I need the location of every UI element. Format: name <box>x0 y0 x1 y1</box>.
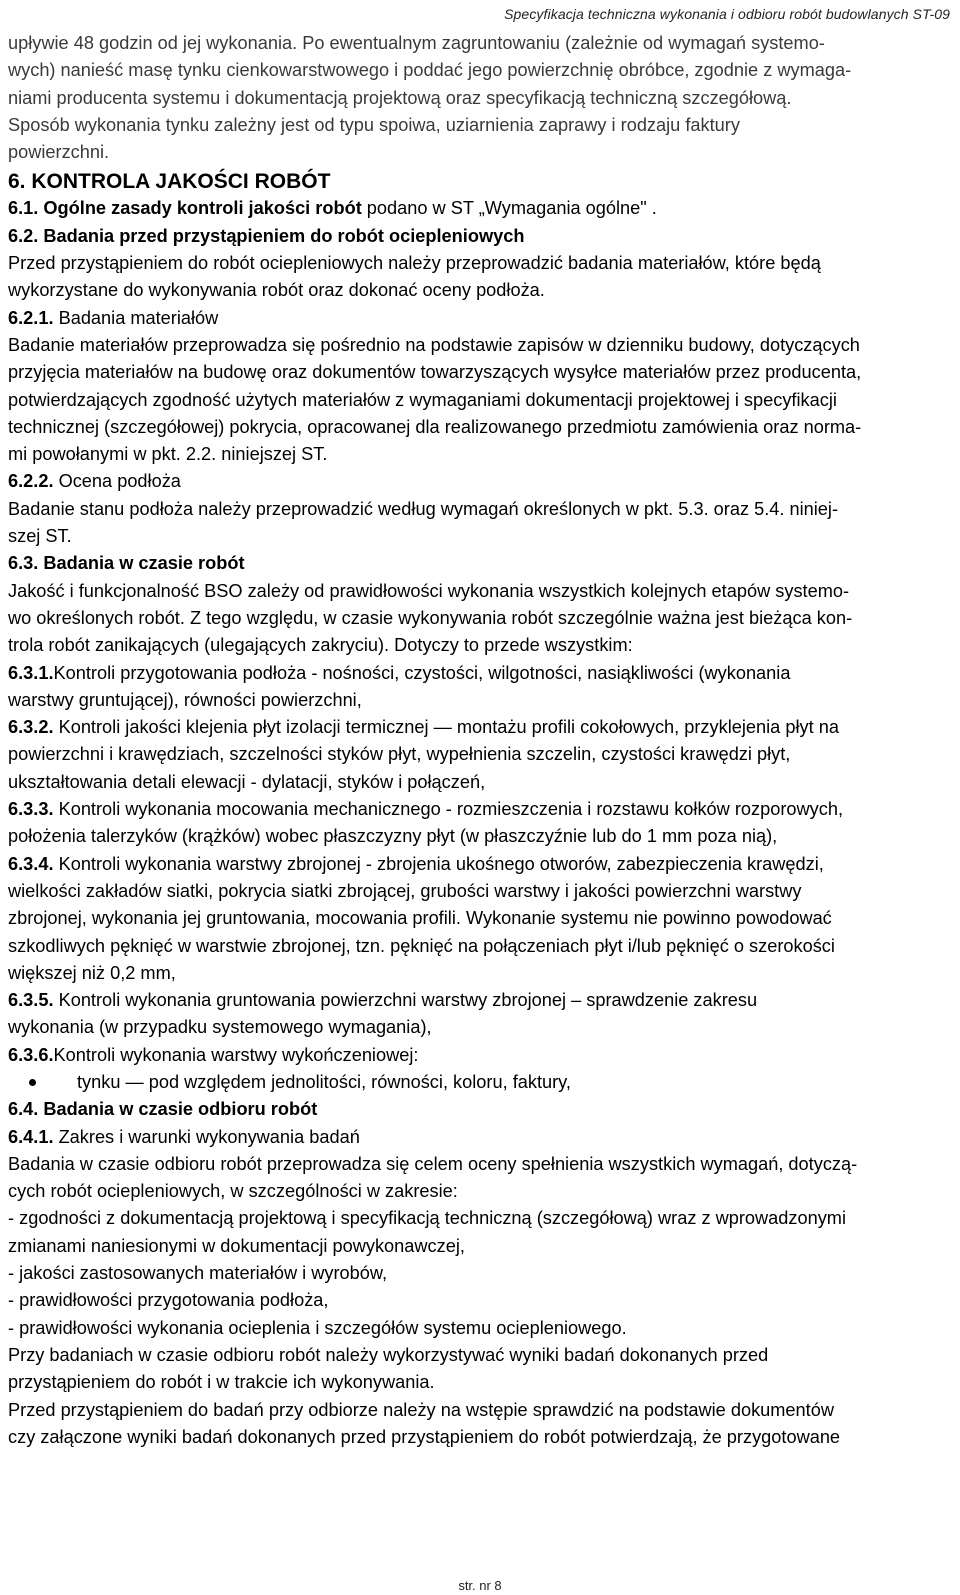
section-title: Zakres i warunki wykonywania badań <box>53 1126 360 1147</box>
item-text: Kontroli jakości klejenia płyt izolacji termicznej — montażu profili cokołowych, przyklejenia płyt na <box>53 717 839 738</box>
item-number: 6.3.4. <box>8 853 54 874</box>
item-number: 6.3.6. <box>8 1044 54 1065</box>
item-text: Kontroli wykonania warstwy zbrojonej - zbrojenia ukośnego otworów, zabezpieczenia krawędzi, <box>53 853 824 874</box>
paragraph-line: wo określonych robót. Z tego względu, w czasie wykonywania robót szczególnie ważna jest bieżąca kon- <box>8 607 853 628</box>
subsection-6-4 <box>8 1096 952 1123</box>
paragraph-line: położenia talerzyków (krążków) wobec płaszczyzny płyt (w płaszczyźnie lub do 1 mm poza nią), <box>8 826 778 847</box>
item-number: 6.3.3. <box>8 799 54 820</box>
subsection-6-3 <box>8 550 952 577</box>
paragraph-line: technicznej (szczegółowej) pokrycia, opracowanej dla realizowanego przedmiotu zamówienia oraz norma- <box>8 416 862 437</box>
paragraph-line: Badanie stanu podłoża należy przeprowadzić według wymagań określonych w pkt. 5.3. oraz 5.4. niniej- <box>8 498 839 519</box>
paragraph-line: wych) nanieść masę tynku cienkowarstwowego i poddać jego powierzchnię obróbce, zgodnie z wymaga- <box>8 60 852 81</box>
section-text: podano w ST „Wymagania ogólne" . <box>361 198 657 219</box>
item-6-3-4 <box>8 851 952 878</box>
running-header: Specyfikacja techniczna wykonania i odbioru robót budowlanych ST-09 <box>504 6 950 22</box>
item-6-3-2 <box>8 714 952 741</box>
document-body <box>8 30 952 1451</box>
paragraph-line: mi powołanymi w pkt. 2.2. niniejszej ST. <box>8 444 328 465</box>
paragraph-line: Sposób wykonania tynku zależny jest od typu spoiwa, uziarnienia zaprawy i rodzaju faktury <box>8 114 740 135</box>
item-text: Kontroli wykonania warstwy wykończeniowej: <box>53 1044 419 1065</box>
paragraph-line: cych robót ociepleniowych, w szczególności w zakresie: <box>8 1181 458 1202</box>
item-number: 6.3.5. <box>8 990 54 1011</box>
paragraph-line: Przed przystąpieniem do badań przy odbiorze należy na wstępie sprawdzić na podstawie dokumentów <box>8 1399 834 1420</box>
subsection-6-1 <box>8 195 952 222</box>
paragraph-line: - zgodności z dokumentacją projektową i specyfikacją techniczną (szczegółową) wraz z wprowadzonymi <box>8 1208 847 1229</box>
subsection-6-2-2 <box>8 468 952 495</box>
paragraph-line: zmianami naniesionymi w dokumentacji powykonawczej, <box>8 1235 465 1256</box>
section-number: 6.2.2. <box>8 471 54 492</box>
item-text: Kontroli wykonania mocowania mechanicznego - rozmieszczenia i rozstawu kołków rozporowych, <box>53 799 843 820</box>
item-number: 6.3.2. <box>8 717 54 738</box>
section-title: Ogólne zasady kontroli jakości robót <box>43 198 362 219</box>
paragraph-line: Przy badaniach w czasie odbioru robót należy wykorzystywać wyniki badań dokonanych przed <box>8 1344 769 1365</box>
paragraph-line: wielkości zakładów siatki, pokrycia siatki zbrojącej, grubości warstwy i jakości powierzchni warstwy <box>8 880 802 901</box>
paragraph-line: upływie 48 godzin od jej wykonania. Po ewentualnym zagruntowaniu (zależnie od wymagań systemo- <box>8 33 825 53</box>
item-number: 6.3.1. <box>8 662 54 683</box>
section-number: 6.2.1. <box>8 307 54 328</box>
section-number: 6.4. <box>8 1099 39 1120</box>
bullet-item <box>8 1069 952 1096</box>
paragraph-line: przyjęcia materiałów na budowę oraz dokumentów towarzyszących wysyłce materiałów przez producenta, <box>8 362 862 383</box>
bullet-text: tynku — pod względem jednolitości, równości, koloru, faktury, <box>77 1071 571 1092</box>
paragraph-line: szej ST. <box>8 526 72 547</box>
item-6-3-5 <box>8 987 952 1014</box>
paragraph-line: potwierdzających zgodność użytych materiałów z wymaganiami dokumentacji projektowej i specyfikacji <box>8 389 837 410</box>
item-6-3-1 <box>8 660 952 687</box>
item-text: Kontroli wykonania gruntowania powierzchni warstwy zbrojonej – sprawdzenie zakresu <box>53 990 758 1011</box>
paragraph-line: większej niż 0,2 mm, <box>8 962 176 983</box>
paragraph-line: - jakości zastosowanych materiałów i wyrobów, <box>8 1263 388 1284</box>
paragraph-line: Badania w czasie odbioru robót przeprowadza się celem oceny spełnienia wszystkich wymagań, dotyczą- <box>8 1153 858 1174</box>
paragraph-line: wykonania (w przypadku systemowego wymagania), <box>8 1017 432 1038</box>
subsection-heading: 6.2. Badania przed przystąpieniem do robót ociepleniowych <box>8 225 525 246</box>
section-title: Ocena podłoża <box>53 471 181 492</box>
paragraph-line: przystąpieniem do robót i w trakcie ich wykonywania. <box>8 1372 435 1393</box>
paragraph-line: wykorzystane do wykonywania robót oraz dokonać oceny podłoża. <box>8 280 545 301</box>
paragraph-line: ukształtowania detali elewacji - dylatacji, styków i połączeń, <box>8 771 486 792</box>
item-6-3-6 <box>8 1042 952 1069</box>
paragraph-line: warstwy gruntującej), równości powierzchni, <box>8 689 362 710</box>
paragraph-line: zbrojonej, wykonania jej gruntowania, mocowania profili. Wykonanie systemu nie powinno powodować <box>8 908 832 929</box>
paragraph-line: czy załączone wyniki badań dokonanych przed przystąpieniem do robót potwierdzają, że przygotowane <box>8 1426 841 1447</box>
section-title: Badania materiałów <box>53 307 219 328</box>
subsection-6-2-1 <box>8 305 952 332</box>
paragraph-line: szkodliwych pęknięć w warstwie zbrojonej, tzn. pęknięć na połączeniach płyt i/lub pęknięć o szerokości <box>8 935 835 956</box>
item-6-3-3 <box>8 796 952 823</box>
paragraph-line: Przed przystąpieniem do robót ociepleniowych należy przeprowadzić badania materiałów, które będą <box>8 253 821 274</box>
section-number: 6.3. <box>8 553 39 574</box>
section-heading: 6. KONTROLA JAKOŚCI ROBÓT <box>8 170 331 194</box>
page-number: str. nr 8 <box>458 1578 502 1593</box>
paragraph-line: powierzchni. <box>8 142 110 163</box>
section-title: Badania w czasie odbioru robót <box>38 1099 318 1120</box>
paragraph-line: trola robót zanikających (ulegających zakryciu). Dotyczy to przede wszystkim: <box>8 635 633 656</box>
paragraph-line: niami producenta systemu i dokumentacją projektową oraz specyfikacją techniczną szczegółową. <box>8 87 792 108</box>
item-text: Kontroli przygotowania podłoża - nośności, czystości, wilgotności, nasiąkliwości (wykonania <box>53 662 791 683</box>
paragraph-line: Jakość i funkcjonalność BSO zależy od prawidłowości wykonania wszystkich kolejnych etapów systemo- <box>8 580 850 601</box>
paragraph-line: - prawidłowości wykonania ocieplenia i szczegółów systemu ociepleniowego. <box>8 1317 627 1338</box>
section-number: 6.1. <box>8 198 39 219</box>
paragraph-line: - prawidłowości przygotowania podłoża, <box>8 1290 329 1311</box>
bullet-icon <box>29 1079 36 1086</box>
subsection-6-4-1 <box>8 1124 952 1151</box>
section-title: Badania w czasie robót <box>38 553 245 574</box>
paragraph-line: powierzchni i krawędziach, szczelności styków płyt, wypełnienia szczelin, czystości krawędzi płyt, <box>8 744 791 765</box>
paragraph-line: Badanie materiałów przeprowadza się pośrednio na podstawie zapisów w dzienniku budowy, dotyczących <box>8 334 860 355</box>
section-number: 6.4.1. <box>8 1126 54 1147</box>
